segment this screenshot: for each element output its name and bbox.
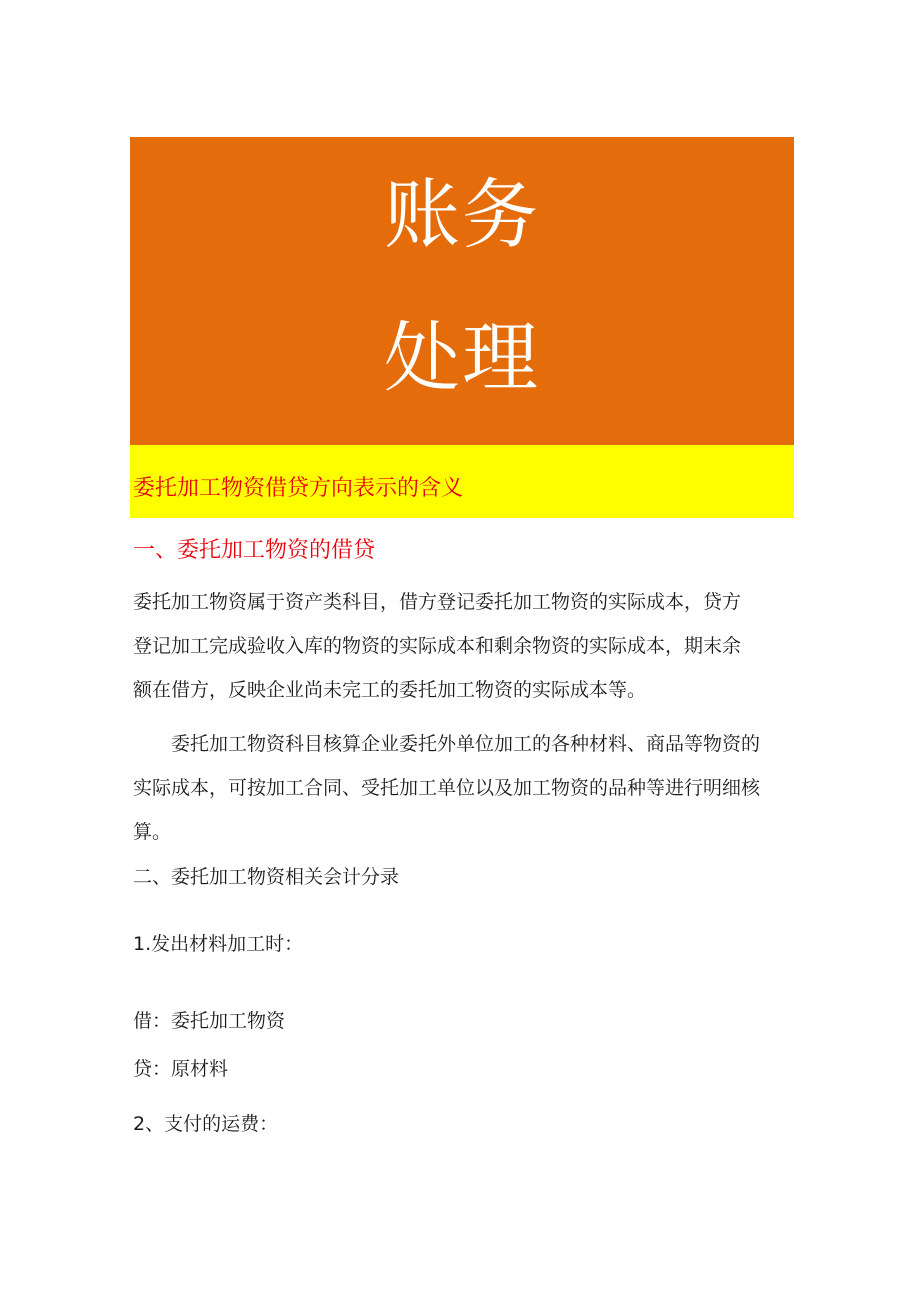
section-heading-2: 二、委托加工物资相关会计分录 [133, 866, 400, 888]
section-heading-1: 一、委托加工物资的借贷 [133, 538, 376, 563]
step-1-label: 1.发出材料加工时： [133, 933, 304, 955]
paragraph-1 [133, 580, 797, 712]
paragraph-2-line: 委托加工物资科目核算企业委托外单位加工的各种材料、商品等物资的 [171, 733, 761, 755]
paragraph-1-line: 登记加工完成验收入库的物资的实际成本和剩余物资的实际成本，期末余 [133, 635, 742, 657]
paragraph-2-line: 算。 [133, 821, 172, 843]
paragraph-1-line: 额在借方，反映企业尚未完工的委托加工物资的实际成本等。 [133, 679, 647, 701]
subtitle-bar [130, 445, 794, 518]
credit-entry: 贷：原材料 [133, 1058, 229, 1080]
paragraph-2-line: 实际成本，可按加工合同、受托加工单位以及加工物资的品种等进行明细核 [133, 777, 761, 799]
banner-title-line-1: 账务 [384, 170, 540, 259]
debit-entry: 借：委托加工物资 [133, 1010, 286, 1032]
step-2-label: 2、支付的运费： [133, 1113, 279, 1135]
subtitle-text: 委托加工物资借贷方向表示的含义 [133, 476, 464, 501]
banner-title-line-2: 处理 [384, 313, 540, 402]
paragraph-1-line: 委托加工物资属于资产类科目，借方登记委托加工物资的实际成本，贷方 [133, 591, 742, 613]
paragraph-2 [133, 722, 797, 854]
